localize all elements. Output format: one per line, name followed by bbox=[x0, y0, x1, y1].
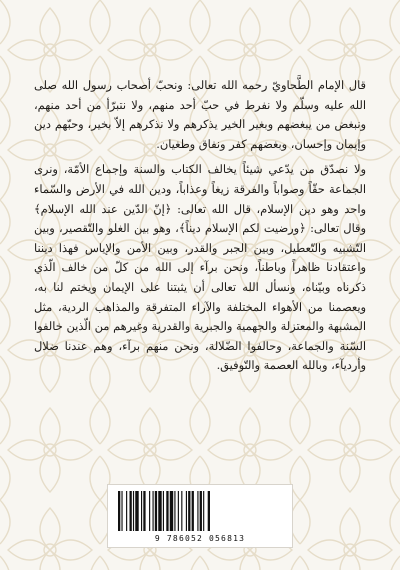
isbn-number: 9 786052 056813 bbox=[154, 534, 246, 543]
paragraph-creed: ولا نصدّق من يدّعي شيئاً يخالف الكتاب والسنة وإجماع الأمّة، ونرى الجماعة حقّاً وصواباً والفرقة زيغاً وعذاباً، ودين الله في الأرض والسّماء واحد وهو دين الإسلام، قال الله تعالى: ﴿إنّ الدّين عند الله الإسلام﴾ وقال تعالى: ﴿ورضيت لكم الإسلام ديناً﴾، وهو بين الغلو والتّقصير، وبين التّشبيه والتّعطيل، وبين الجبر والقدر، وبين الأمن والإياس فهذا ديننا واعتقادنا ظاهراً وباطناً، ونحن برآء إلى الله من كلّ من خالف الّذي ذكرناه وبيّناه، ونسأل الله تعالى أن يثبتنا على الإيمان ويختم لنا به، ويعصمنا من الأهواء المختلفة والآراء المتفرقة والمذاهب الردية، مثل المشبهة والمعتزلة والجهمية والجبرية والقدرية وغيرهم من الّذين خالفوا السّنة والجماعة، وحالفوا الضّلالة، ونحن منهم برآء، وهم عندنا ضلال وأرديآء، وبالله العصمة والتّوفيق. bbox=[34, 162, 366, 373]
barcode-bars bbox=[116, 491, 286, 531]
isbn-barcode bbox=[107, 484, 293, 548]
back-cover-text bbox=[34, 76, 366, 382]
paragraph-intro: قال الإمام الطَّحاويّ رحمه الله تعالى: ونحبّ أصحاب رسول الله صلى الله عليه وسلّم ولا نفرط في حبّ أحد منهم، ولا نتبرّأ من أحد منهم، ونبغض من يبغضهم وبغير الخير يذكرهم ولا نذكرهم إلاّ بخير، وحبّهم دين وإيمان وإحسان، وبغضهم كفر ونفاق وطغيان. bbox=[34, 78, 366, 151]
